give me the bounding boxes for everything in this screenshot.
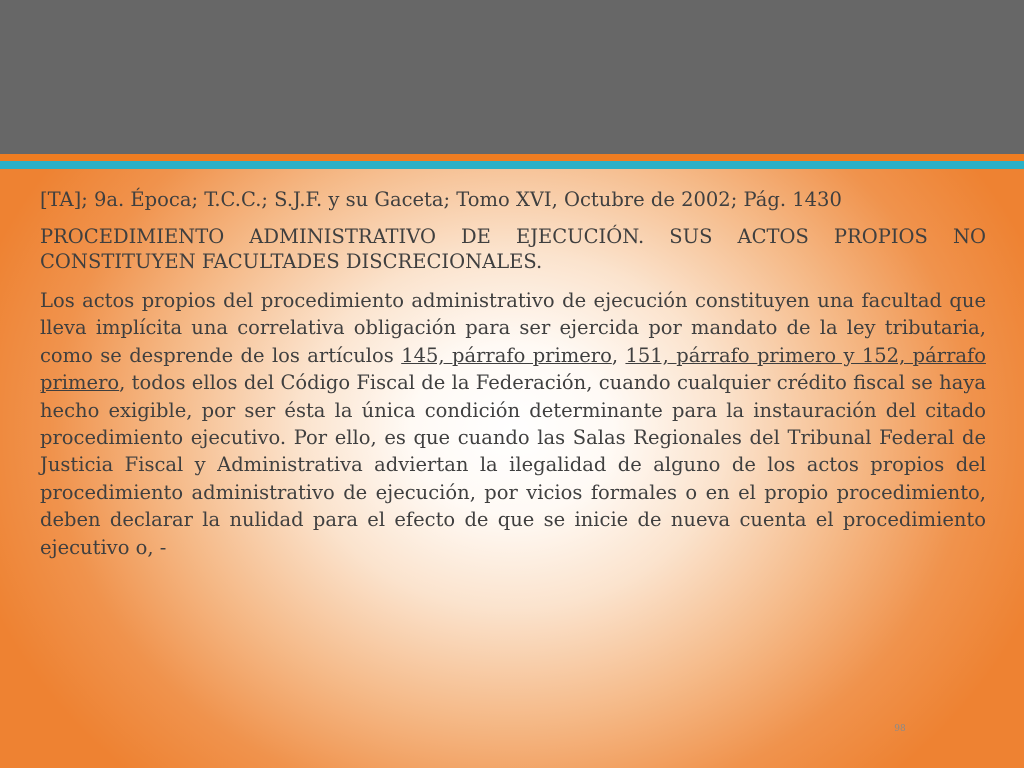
body-text-part-1: Los actos propios del procedimiento administrativo de ejecución constituyen una facultad que lleva implícita una correlativa obligación para ser ejercida por mandato de la ley tributaria, como se desprende de los artículos [40,289,986,367]
thesis-body [40,287,986,561]
citation-line: [TA]; 9a. Época; T.C.C.; S.J.F. y su Gaceta; Tomo XVI, Octubre de 2002; Pág. 1430 [40,188,842,211]
slide-content [40,186,986,561]
article-reference-145[interactable]: 145, párrafo primero [401,343,612,367]
body-text-separator: , [611,343,626,367]
article-reference-151-152[interactable]: 151, párrafo primero y 152, párrafo primero [40,343,986,395]
orange-divider-stripe [0,154,1024,161]
header-band [0,0,1024,154]
body-text-part-2: , todos ellos del Código Fiscal de la Federación, cuando cualquier crédito fiscal se haya hecho exigible, por ser ésta la única condición determinante para la instauración del citado procedimiento ejecutivo. Por ello, es que cuando las Salas Regionales del Tribunal Federal de Justicia Fiscal y Administrativa adviertan la ilegalidad de alguno de los actos propios del procedimiento administrativo de ejecución, por vicios formales o en el propio procedimiento, deben declarar la nulidad para el efecto de que se inicie de nueva cuenta el procedimiento ejecutivo o, - [40,371,986,559]
teal-divider-stripe [0,161,1024,169]
thesis-heading: PROCEDIMIENTO ADMINISTRATIVO DE EJECUCIÓN. SUS ACTOS PROPIOS NO CONSTITUYEN FACULTADES DISCRECIONALES. [40,225,986,273]
page-number: 98 [894,724,906,734]
